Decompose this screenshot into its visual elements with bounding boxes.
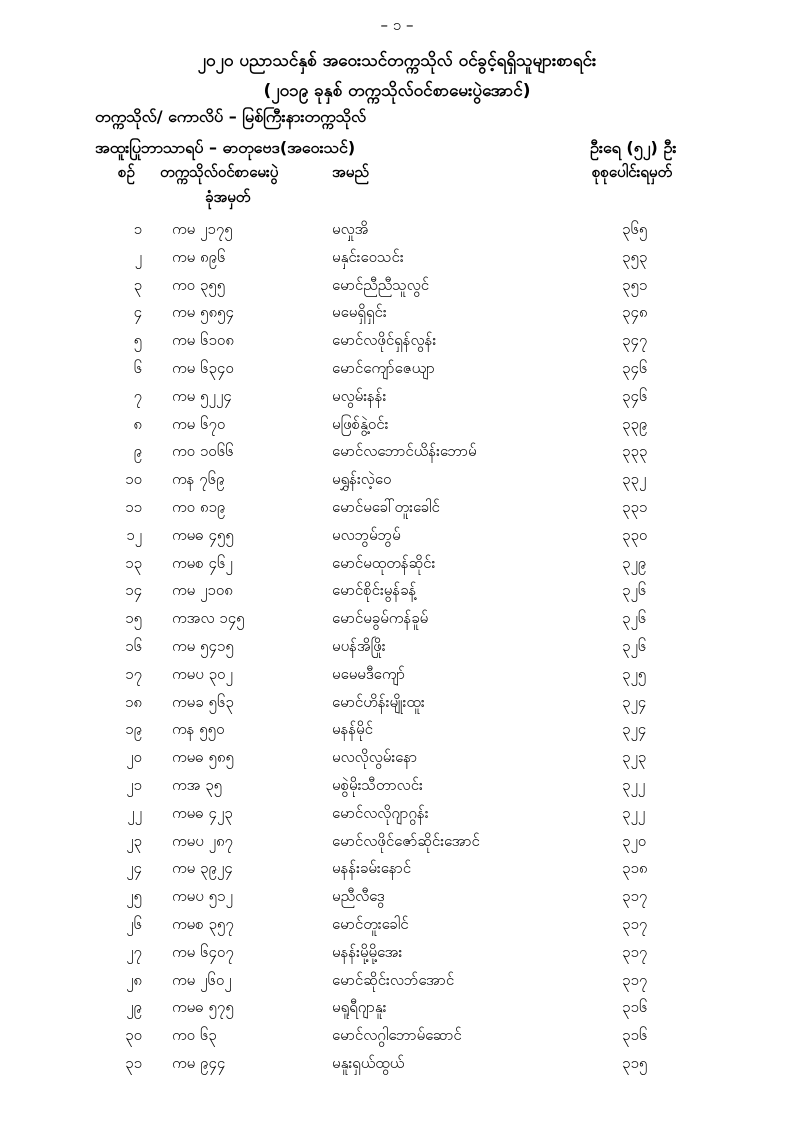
- total-marks: ၃၃၂: [622, 470, 647, 489]
- roll-number: ကမပ ၃၀၂: [172, 664, 233, 683]
- document-subtitle: (၂၀၁၉ ခုနှစ် တက္ကသိုလ်ဝင်စာမေးပွဲအောင်): [263, 81, 531, 101]
- roll-number: ကမ ၆၁၀၈: [172, 331, 234, 350]
- row-number: ၃: [133, 275, 142, 294]
- total-marks: ၃၃၁: [622, 497, 648, 516]
- total-marks: ၃၂၂: [622, 775, 646, 794]
- student-name: မောင်ကျော်ဇေယျာ: [332, 358, 435, 377]
- student-name: မလဘွမ်ဘွမ်: [332, 525, 401, 544]
- table-row: [0, 522, 794, 550]
- row-number: ၁၈: [124, 692, 142, 711]
- table-row: [0, 772, 794, 800]
- roll-number: ကအ ၃၅: [172, 775, 223, 794]
- student-name: မနန်မိုင်: [332, 720, 373, 739]
- row-number: ၁၃: [125, 553, 142, 572]
- roll-number: ကမ ၃၉၂၄: [172, 859, 233, 878]
- table-row: [0, 383, 794, 411]
- roll-number: ကမ ၆၇၀: [172, 414, 226, 433]
- table-row: [0, 994, 794, 1022]
- row-number: ၆: [133, 358, 142, 377]
- student-name: မလွမ်းနန်း: [332, 386, 387, 405]
- row-number: ၁၄: [125, 581, 142, 600]
- row-number: ၁၆: [125, 636, 142, 655]
- row-number: ၁၂: [126, 525, 142, 544]
- student-name: မောင်လဘောင်ယိန်းဘောမ်: [332, 442, 477, 461]
- roll-number: ကမ ၂၁၇၅: [172, 220, 233, 238]
- header-name: အမည်: [332, 163, 369, 181]
- roll-number: ကမ ၂၆၀၂: [172, 970, 232, 989]
- student-name: မောင်ဆိုင်းလဘ်အောင်: [332, 970, 455, 989]
- total-marks: ၃၁၅: [622, 1053, 648, 1072]
- roll-number: ကအလ ၁၄၅: [172, 609, 245, 628]
- row-number: ၁: [133, 220, 142, 238]
- student-name: မောင်မခွမ်ကန်ခူမ်: [332, 609, 429, 628]
- student-name: မစွဲမိုးသီတာလင်း: [332, 775, 423, 794]
- row-number: ၁၇: [125, 664, 142, 683]
- table-row: [0, 716, 794, 744]
- student-name: မောင်လဖိုင်ရှန်လွန်း: [332, 331, 437, 350]
- total-marks: ၃၂၅: [622, 664, 647, 683]
- roll-number: ကမ ၅၂၂၄: [172, 386, 232, 405]
- total-marks: ၃၁၇: [622, 887, 648, 906]
- student-name: မမေမဒီကျော်: [332, 664, 406, 683]
- table-row: [0, 855, 794, 883]
- total-marks: ၃၂၄: [622, 692, 647, 711]
- total-marks: ၃၁၈: [622, 859, 648, 878]
- table-row: [0, 605, 794, 633]
- total-marks: ၃၆၅: [622, 220, 648, 238]
- total-marks: ၃၁၆: [622, 998, 648, 1017]
- total-marks: ၃၄၆: [622, 358, 648, 377]
- roll-number: ကဝ ၆၃: [172, 1026, 217, 1045]
- table-row: [0, 216, 794, 244]
- table-row: [0, 577, 794, 605]
- table-row: [0, 355, 794, 383]
- row-number: ၂၄: [126, 859, 142, 878]
- student-name: မနန်းမို့မို့အေး: [332, 942, 403, 961]
- total-marks: ၃၂၄: [622, 720, 647, 739]
- roll-number: ကမ ၆၄၀၇: [172, 942, 234, 961]
- total-marks: ၃၄၈: [622, 303, 648, 322]
- row-number: ၂၁: [126, 775, 142, 794]
- table-row: [0, 244, 794, 272]
- major-label: အထူးပြုဘာသာရပ် – ဓာတုဗေဒ(အဝေးသင်): [95, 138, 356, 157]
- row-number: ၉: [133, 442, 142, 461]
- total-marks: ၃၅၃: [622, 247, 648, 266]
- total-marks: ၃၁၆: [622, 1026, 648, 1045]
- roll-number: ကမ ၉၄၄: [172, 1053, 226, 1072]
- student-name: မောင်လဖိုင်ဇော်ဆိုင်းအောင်: [332, 831, 480, 850]
- table-row: [0, 466, 794, 494]
- total-marks: ၃၃၃: [622, 442, 648, 461]
- row-number: ၁၁: [125, 497, 142, 516]
- table-row: [0, 689, 794, 717]
- row-number: ၂၆: [126, 914, 142, 933]
- student-name: မနူးရှယ်ထွယ်: [332, 1053, 405, 1072]
- student-name: မလှုအိ: [332, 220, 369, 238]
- table-row: [0, 1022, 794, 1050]
- header-total-marks: စုစုပေါင်းရမှတ်: [592, 163, 673, 181]
- row-number: ၂၈: [126, 970, 142, 989]
- student-name: မောင်လဂွါဘောမ်ဆောင်: [332, 1026, 462, 1045]
- student-count: ဦးရေ (၅၂) ဦး: [590, 138, 677, 157]
- table-row: [0, 494, 794, 522]
- student-name: မညီလီဒွေ: [332, 887, 385, 906]
- roll-number: ကမပ ၂၈၇: [172, 831, 233, 850]
- student-name: မမေရှိရှင်း: [332, 303, 387, 322]
- roll-number: ကဝ ၃၅၅: [172, 275, 226, 294]
- row-number: ၃၀: [125, 1026, 142, 1045]
- roll-number: ကမဓ ၅၈၅: [172, 748, 234, 767]
- table-row: [0, 883, 794, 911]
- student-name: မောင်မထုတန်ဆိုင်း: [332, 553, 436, 572]
- total-marks: ၃၂၂: [622, 803, 646, 822]
- total-marks: ၃၅၁: [622, 275, 648, 294]
- roll-number: ကမပ ၅၁၂: [172, 887, 233, 906]
- table-row: [0, 967, 794, 995]
- roll-number: ကမ ၅၄၁၅: [172, 636, 234, 655]
- row-number: ၁၅: [125, 609, 142, 628]
- table-row: [0, 411, 794, 439]
- student-name: မနှင်းဝေသင်း: [332, 247, 404, 266]
- document-title: ၂၀၂၀ ပညာသင်နှစ် အဝေးသင်တက္ကသိုလ် ဝင်ခွင့်ရရှိသူများစာရင်း: [197, 51, 597, 71]
- table-row: [0, 939, 794, 967]
- total-marks: ၃၁၇: [622, 914, 648, 933]
- total-marks: ၃၁၇: [622, 970, 648, 989]
- table-row: [0, 438, 794, 466]
- row-number: ၂: [134, 247, 142, 266]
- university-label: တက္ကသိုလ်/ ကောလိပ် – မြစ်ကြီးနားတက္ကသိုလ်: [95, 107, 367, 126]
- row-number: ၁၉: [125, 720, 142, 739]
- table-row: [0, 550, 794, 578]
- roll-number: ကမဓ ၅၇၅: [172, 998, 234, 1017]
- roll-number: ကန ၇၆၉: [172, 470, 225, 489]
- total-marks: ၃၂၃: [622, 748, 647, 767]
- table-row: [0, 299, 794, 327]
- student-name: မောင်ဟိန်းမျိုးထူး: [332, 692, 425, 711]
- student-name: မဖြစ်နွဲ့ဝင်း: [332, 414, 389, 433]
- total-marks: ၃၄၇: [622, 331, 648, 350]
- student-name: မောင်လလိုဂျာဂွန်း: [332, 803, 429, 822]
- total-marks: ၃၄၆: [622, 386, 648, 405]
- table-row: [0, 327, 794, 355]
- student-name: မောင်ညီညီသူလွင်: [332, 275, 430, 294]
- row-number: ၂၇: [126, 942, 142, 961]
- row-number: ၁၀: [125, 470, 142, 489]
- student-name: မနန်းခမ်းနောင်: [332, 859, 412, 878]
- student-name: မရွှန်းလဲ့ဝေ: [332, 470, 392, 489]
- roll-number: ကမစ ၄၆၂: [172, 553, 233, 572]
- total-marks: ၃၃၉: [622, 414, 648, 433]
- roll-number: ကမခ ၅၆၃: [172, 692, 234, 711]
- total-marks: ၃၂၆: [622, 609, 647, 628]
- table-row: [0, 272, 794, 300]
- student-name: မောင်စိုင်းမွန်ခန့်: [332, 581, 417, 600]
- roll-number: ကမ ၂၁၀၈: [172, 581, 233, 600]
- row-number: ၂၂: [127, 803, 142, 822]
- roll-number: ကမ ၈၉၆: [172, 247, 226, 266]
- header-no: စဉ်: [118, 163, 135, 181]
- row-number: ၃၁: [125, 1053, 142, 1072]
- table-row: [0, 661, 794, 689]
- roll-number: ကန ၅၅၀: [172, 720, 225, 739]
- roll-number: ကမ ၆၃၄၀: [172, 358, 234, 377]
- table-row: [0, 800, 794, 828]
- total-marks: ၃၂၆: [622, 636, 647, 655]
- roll-number: ကမ ၅၈၅၄: [172, 303, 234, 322]
- roll-number: ကမဓ ၄၂၃: [172, 803, 233, 822]
- roll-number: ကမစ ၃၅၇: [172, 914, 234, 933]
- student-name: မောင်တူးခေါင်: [332, 914, 409, 933]
- total-marks: ၃၂၀: [622, 831, 647, 850]
- total-marks: ၃၃၀: [622, 525, 648, 544]
- table-row: [0, 1050, 794, 1078]
- student-name: မပန်အိဖြိုး: [332, 636, 386, 655]
- total-marks: ၃၂၉: [622, 553, 647, 572]
- row-number: ၇: [133, 386, 142, 405]
- roll-number: ကဝ ၁၀၆၆: [172, 442, 234, 461]
- table-row: [0, 828, 794, 856]
- student-name: မရူရီဂျာနူး: [332, 998, 387, 1017]
- header-roll-number: တက္ကသိုလ်ဝင်စာမေးပွဲ: [160, 163, 279, 181]
- table-row: [0, 744, 794, 772]
- total-marks: ၃၂၆: [622, 581, 647, 600]
- row-number: ၄: [133, 303, 142, 322]
- roll-number: ကမဓ ၄၅၅: [172, 525, 234, 544]
- header-roll-number-line2: ခုံအမှတ်: [205, 188, 251, 206]
- page-number: – ၁ –: [380, 16, 414, 34]
- table-row: [0, 911, 794, 939]
- student-name: မောင်မခေါ်တူးခေါင်: [332, 497, 440, 516]
- row-number: ၂၃: [126, 831, 142, 850]
- student-list: [0, 216, 794, 1078]
- row-number: ၂၉: [126, 998, 142, 1017]
- row-number: ၈: [133, 414, 142, 433]
- roll-number: ကဝ ၈၁၉: [172, 497, 226, 516]
- row-number: ၅: [133, 331, 142, 350]
- total-marks: ၃၁၇: [622, 942, 648, 961]
- table-row: [0, 633, 794, 661]
- row-number: ၂၀: [126, 748, 142, 767]
- row-number: ၂၅: [126, 887, 142, 906]
- student-name: မလလိုလွမ်းနော: [332, 748, 418, 767]
